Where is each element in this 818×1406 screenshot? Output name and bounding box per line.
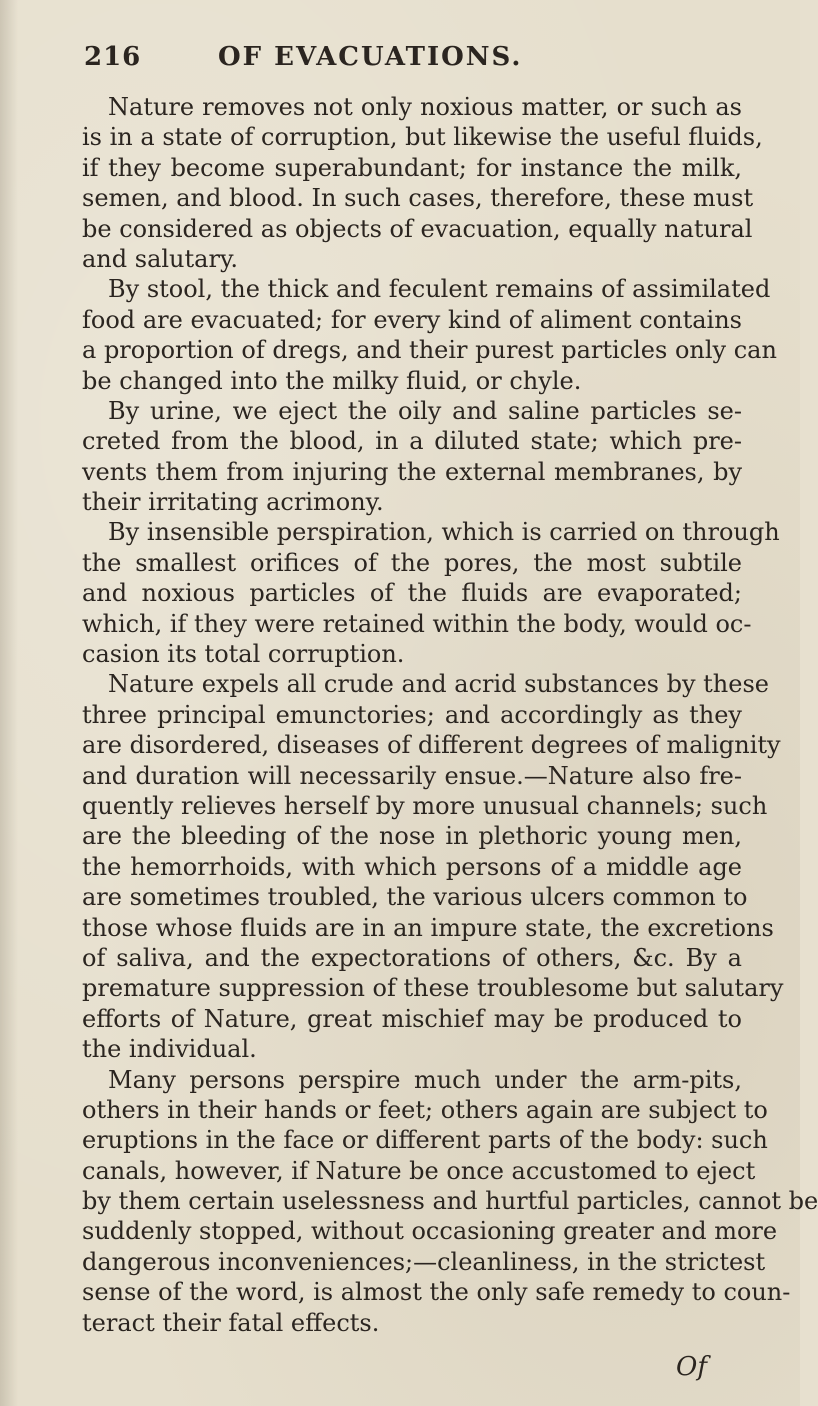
text-line: By insensible perspiration, which is carried on through — [108, 518, 780, 547]
text-line: are the bleeding of the nose in plethoric young men, — [82, 822, 742, 851]
text-line: creted from the blood, in a diluted state; which pre- — [82, 427, 742, 456]
text-line: and salutary. — [82, 244, 238, 273]
text-line: others in their hands or feet; others again are subject to — [82, 1095, 768, 1124]
text-line: suddenly stopped, without occasioning greater and more — [82, 1217, 778, 1246]
text-line: the smallest orifices of the pores, the most subtile — [82, 548, 742, 577]
text-line: the individual. — [82, 1035, 257, 1064]
text-line: vents them from injuring the external membranes, by — [82, 457, 742, 486]
text-line: and noxious particles of the fluids are evaporated; — [82, 579, 742, 608]
text-line: by them certain uselessness and hurtful particles, cannot be — [82, 1187, 818, 1216]
text-line: their irritating acrimony. — [82, 488, 384, 517]
text-line: be changed into the milky fluid, or chyle. — [82, 366, 582, 395]
text-line: premature suppression of these troublesome but salutary — [82, 974, 784, 1003]
text-line: a proportion of dregs, and their purest particles only can — [82, 336, 777, 365]
text-line: which, if they were retained within the body, would oc- — [82, 609, 752, 638]
text-line: be considered as objects of evacuation, equally natural — [82, 214, 753, 243]
text-line: Nature removes not only noxious matter, or such as — [108, 93, 742, 121]
text-line: efforts of Nature, great mischief may be produced to — [82, 1004, 742, 1033]
body-text — [82, 92, 818, 1338]
text-line: of saliva, and the expectorations of others, &c. By a — [82, 943, 742, 972]
text-line: casion its total corruption. — [82, 640, 405, 669]
text-line: food are evacuated; for every kind of aliment contains — [82, 305, 742, 334]
text-line: are sometimes troubled, the various ulcers common to — [82, 883, 748, 912]
text-line: semen, and blood. In such cases, therefore, these must — [82, 184, 754, 213]
text-line: Nature expels all crude and acrid substances by these — [108, 670, 769, 699]
text-line: three principal emunctories; and accordingly as they — [82, 700, 742, 729]
text-line: By stool, the thick and feculent remains of assimilated — [108, 275, 771, 304]
text-line: canals, however, if Nature be once accustomed to eject — [82, 1156, 756, 1185]
text-line: eruptions in the face or different parts of the body: such — [82, 1126, 768, 1155]
text-line: are disordered, diseases of different degrees of malignity — [82, 731, 781, 760]
text-line: is in a state of corruption, but likewise the useful fluids, — [82, 123, 763, 152]
text-line: teract their fatal effects. — [82, 1308, 380, 1337]
text-line: dangerous inconveniences;—cleanliness, in the strictest — [82, 1247, 766, 1276]
page-gutter-shadow — [0, 0, 18, 1406]
text-line: quently relieves herself by more unusual channels; such — [82, 791, 768, 820]
text-line: the hemorrhoids, with which persons of a middle age — [82, 852, 742, 881]
text-line: if they become superabundant; for instance the milk, — [82, 153, 742, 182]
text-line: those whose fluids are in an impure state, the excretions — [82, 913, 774, 942]
text-line: sense of the word, is almost the only safe remedy to coun- — [82, 1278, 791, 1307]
catchword: Of — [676, 1352, 707, 1382]
page-header — [84, 42, 724, 82]
text-line: By urine, we eject the oily and saline particles se- — [108, 396, 742, 425]
text-line: and duration will necessarily ensue.—Nature also fre- — [82, 761, 742, 790]
running-title: OF EVACUATIONS. — [218, 42, 523, 72]
page-number: 216 — [84, 42, 142, 72]
text-line: Many persons perspire much under the arm-pits, — [108, 1065, 742, 1094]
